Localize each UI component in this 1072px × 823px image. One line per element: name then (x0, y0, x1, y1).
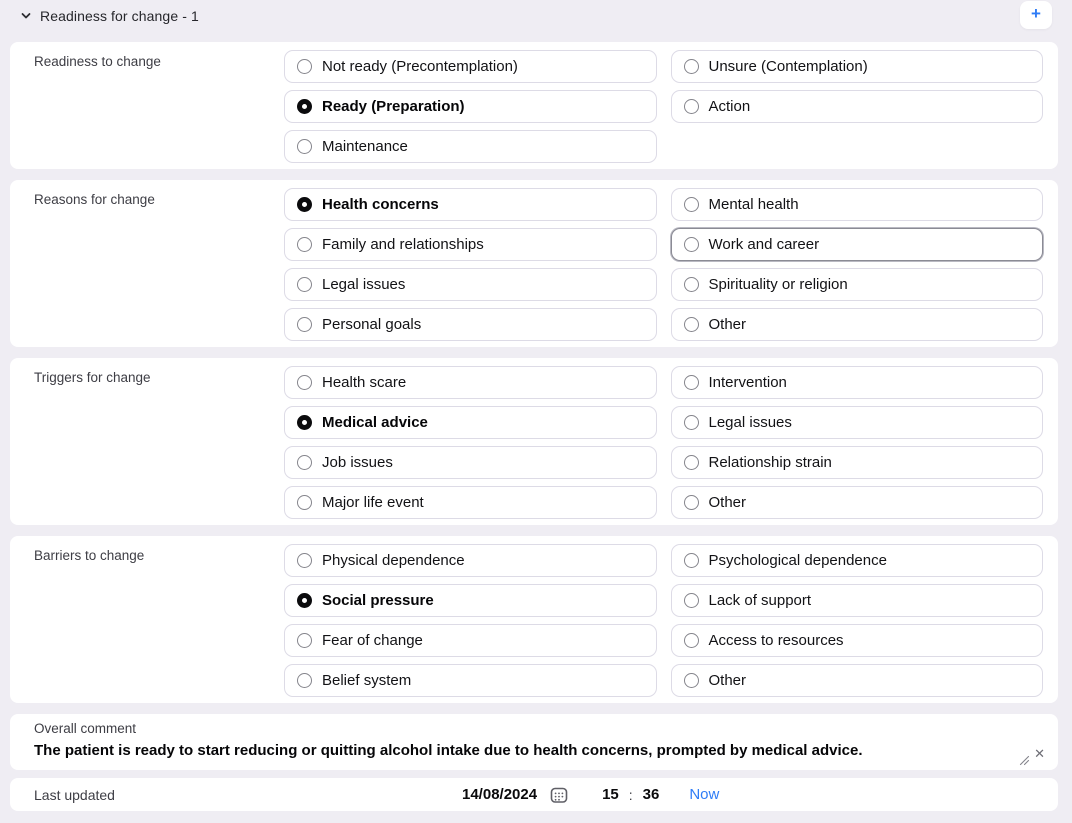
panel-title: Readiness for change - 1 (40, 7, 199, 24)
radio-option-label: Action (708, 98, 751, 115)
radio-icon (297, 197, 312, 212)
radio-option[interactable] (284, 308, 657, 341)
radio-icon (684, 277, 699, 292)
radio-icon (684, 673, 699, 688)
radio-option[interactable] (671, 664, 1044, 697)
radio-icon (684, 197, 699, 212)
form-section (10, 180, 1058, 347)
radio-icon (297, 99, 312, 114)
radio-option[interactable] (284, 268, 657, 301)
radio-icon (297, 277, 312, 292)
radio-icon (684, 99, 699, 114)
radio-option[interactable] (284, 446, 657, 479)
date-value[interactable]: 14/08/2024 (462, 786, 538, 803)
radio-icon (297, 495, 312, 510)
radio-option[interactable] (671, 446, 1044, 479)
radio-option[interactable] (671, 90, 1044, 123)
radio-option[interactable] (284, 584, 657, 617)
time-separator: : (628, 786, 633, 803)
radio-option[interactable] (671, 50, 1044, 83)
radio-icon (684, 553, 699, 568)
radio-option[interactable] (671, 308, 1044, 341)
radio-option-label: Other (708, 316, 747, 333)
radio-option[interactable] (671, 228, 1044, 261)
radio-icon (297, 415, 312, 430)
calendar-icon[interactable] (550, 786, 568, 804)
section-label: Readiness to change (34, 54, 161, 69)
radio-option-label: Mental health (708, 196, 799, 213)
radio-icon (684, 593, 699, 608)
form-section (10, 536, 1058, 703)
last-updated-controls (462, 786, 719, 804)
radio-icon (297, 237, 312, 252)
minute-value[interactable]: 36 (642, 786, 660, 803)
radio-option-label: Not ready (Precontemplation) (322, 58, 518, 75)
options-grid (284, 188, 1043, 341)
resize-grip-icon[interactable] (1019, 755, 1030, 766)
form-sections (0, 42, 1072, 703)
radio-icon (297, 455, 312, 470)
radio-icon (297, 633, 312, 648)
radio-option[interactable] (284, 130, 657, 163)
radio-option-label: Social pressure (322, 592, 434, 609)
clear-comment-icon[interactable]: ✕ (1034, 746, 1045, 761)
overall-comment-card (10, 714, 1058, 770)
section-label: Barriers to change (34, 548, 145, 563)
last-updated-card (10, 778, 1058, 811)
radio-option[interactable] (284, 90, 657, 123)
now-link[interactable]: Now (689, 786, 720, 803)
radio-icon (297, 593, 312, 608)
radio-icon (297, 139, 312, 154)
radio-option-label: Relationship strain (708, 454, 832, 471)
radio-option[interactable] (671, 486, 1044, 519)
radio-option-label: Health concerns (322, 196, 439, 213)
radio-option-label: Other (708, 672, 747, 689)
radio-option[interactable] (284, 486, 657, 519)
radio-option-label: Work and career (708, 236, 820, 253)
radio-option[interactable] (284, 366, 657, 399)
radio-icon (684, 633, 699, 648)
radio-option[interactable] (671, 366, 1044, 399)
radio-option[interactable] (284, 624, 657, 657)
panel-header (0, 0, 1072, 31)
last-updated-label: Last updated (34, 786, 115, 803)
radio-option-label: Job issues (322, 454, 393, 471)
radio-option-label: Family and relationships (322, 236, 484, 253)
radio-icon (297, 59, 312, 74)
radio-option[interactable] (284, 50, 657, 83)
radio-option-label: Maintenance (322, 138, 408, 155)
radio-option-label: Psychological dependence (708, 552, 887, 569)
radio-icon (297, 553, 312, 568)
add-entry-button[interactable] (1020, 1, 1052, 29)
chevron-down-icon (20, 10, 32, 22)
section-label: Reasons for change (34, 192, 155, 207)
radio-option-label: Ready (Preparation) (322, 98, 465, 115)
radio-icon (684, 375, 699, 390)
radio-icon (297, 673, 312, 688)
plus-icon: + (1031, 4, 1041, 23)
radio-option-label: Health scare (322, 374, 407, 391)
options-grid (284, 366, 1043, 519)
radio-option[interactable] (671, 268, 1044, 301)
radio-icon (684, 237, 699, 252)
radio-option-label: Legal issues (322, 276, 406, 293)
radio-option[interactable] (671, 406, 1044, 439)
form-section (10, 358, 1058, 525)
radio-option[interactable] (671, 544, 1044, 577)
radio-option-label: Physical dependence (322, 552, 465, 569)
overall-comment-input[interactable]: The patient is ready to start reducing or quitting alcohol intake due to health concerns, prompted by medical advice. (34, 742, 863, 759)
radio-option[interactable] (671, 188, 1044, 221)
radio-option-label: Belief system (322, 672, 412, 689)
hour-value[interactable]: 15 (602, 786, 619, 803)
radio-option-label: Other (708, 494, 747, 511)
radio-icon (684, 455, 699, 470)
radio-icon (684, 495, 699, 510)
radio-option-label: Medical advice (322, 414, 428, 431)
radio-option[interactable] (671, 624, 1044, 657)
radio-icon (684, 317, 699, 332)
options-grid (284, 544, 1043, 697)
radio-option-label: Intervention (708, 374, 787, 391)
radio-option[interactable] (284, 228, 657, 261)
radio-icon (684, 59, 699, 74)
radio-option[interactable] (284, 664, 657, 697)
overall-comment-label: Overall comment (34, 721, 137, 736)
radio-option[interactable] (284, 406, 657, 439)
radio-option-label: Fear of change (322, 632, 423, 649)
section-label: Triggers for change (34, 370, 151, 385)
radio-option-label: Personal goals (322, 316, 422, 333)
radio-option-label: Major life event (322, 494, 424, 511)
options-grid (284, 50, 1043, 163)
radio-option-label: Unsure (Contemplation) (708, 58, 868, 75)
radio-icon (297, 375, 312, 390)
radio-icon (297, 317, 312, 332)
radio-option-label: Access to resources (708, 632, 844, 649)
form-section (10, 42, 1058, 169)
radio-option-label: Lack of support (708, 592, 812, 609)
section-collapse-toggle[interactable] (20, 8, 199, 24)
radio-icon (684, 415, 699, 430)
radio-option[interactable] (284, 544, 657, 577)
radio-option[interactable] (671, 584, 1044, 617)
radio-option-label: Spirituality or religion (708, 276, 848, 293)
radio-option[interactable] (284, 188, 657, 221)
radio-option-label: Legal issues (708, 414, 792, 431)
